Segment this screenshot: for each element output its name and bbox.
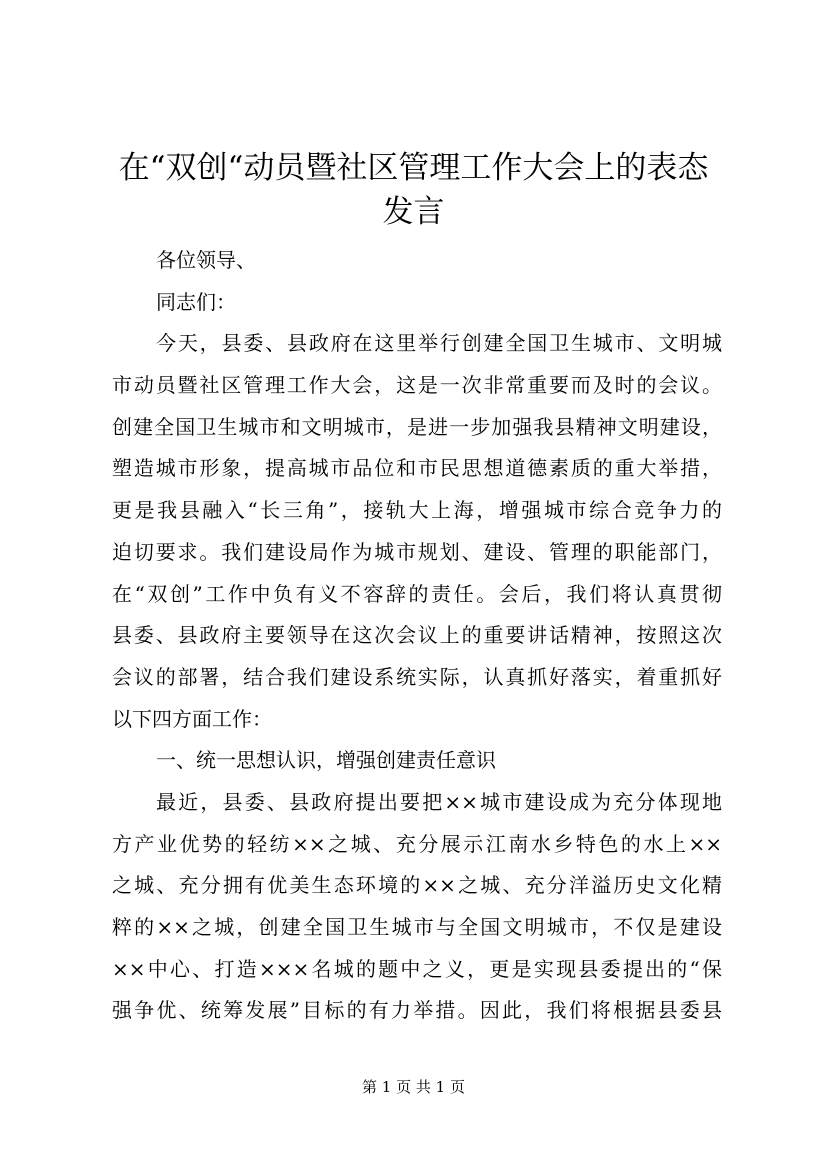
title-line-1: 在“双创“动员暨社区管理工作大会上的表态 (118, 150, 709, 186)
section-heading: 一、统一思想认识，增强创建责任意识 (156, 748, 496, 773)
document-body (112, 240, 722, 1032)
paragraph-line: 方产业优势的轻纺××之城、充分展示江南水乡特色的水上×× (112, 831, 722, 856)
salutation-line-2: 同志们： (156, 289, 236, 314)
paragraph-line: 在“双创”工作中负有义不容辞的责任。会后，我们将认真贯彻 (112, 581, 722, 606)
paragraph-line: 粹的××之城，创建全国卫生城市与全国文明城市，不仅是建设 (112, 915, 722, 939)
paragraph-line: 会议的部署，结合我们建设系统实际，认真抓好落实，着重抓好 (112, 664, 722, 689)
paragraph-line: 创建全国卫生城市和文明城市，是进一步加强我县精神文明建设， (112, 414, 722, 439)
title-line-2: 发言 (382, 194, 445, 230)
salutation-line-1: 各位领导、 (156, 248, 256, 272)
paragraph-line: 更是我县融入“长三角”，接轨大上海，增强城市综合竞争力的 (112, 498, 722, 523)
paragraph-line: 迫切要求。我们建设局作为城市规划、建设、管理的职能部门， (112, 539, 722, 564)
paragraph-line: 以下四方面工作： (112, 706, 272, 731)
paragraph-line: ××中心、打造×××名城的题中之义，更是实现县委提出的“保 (112, 956, 722, 981)
paragraph-line: 县委、县政府主要领导在这次会议上的重要讲话精神，按照这次 (112, 623, 722, 648)
paragraph-line: 今天，县委、县政府在这里举行创建全国卫生城市、文明城 (156, 331, 722, 356)
paragraph-line: 之城、充分拥有优美生态环境的××之城、充分洋溢历史文化精 (112, 873, 722, 898)
paragraph-line: 最近，县委、县政府提出要把××城市建设成为充分体现地 (156, 789, 722, 814)
page-number-footer: 第 1 页 共 1 页 (362, 1078, 465, 1096)
paragraph-line: 市动员暨社区管理工作大会，这是一次非常重要而及时的会议。 (112, 373, 722, 398)
document-title (60, 146, 767, 234)
paragraph-line: 强争优、统筹发展”目标的有力举措。因此，我们将根据县委县 (112, 998, 722, 1023)
paragraph-line: 塑造城市形象，提高城市品位和市民思想道德素质的重大举措， (112, 456, 722, 481)
